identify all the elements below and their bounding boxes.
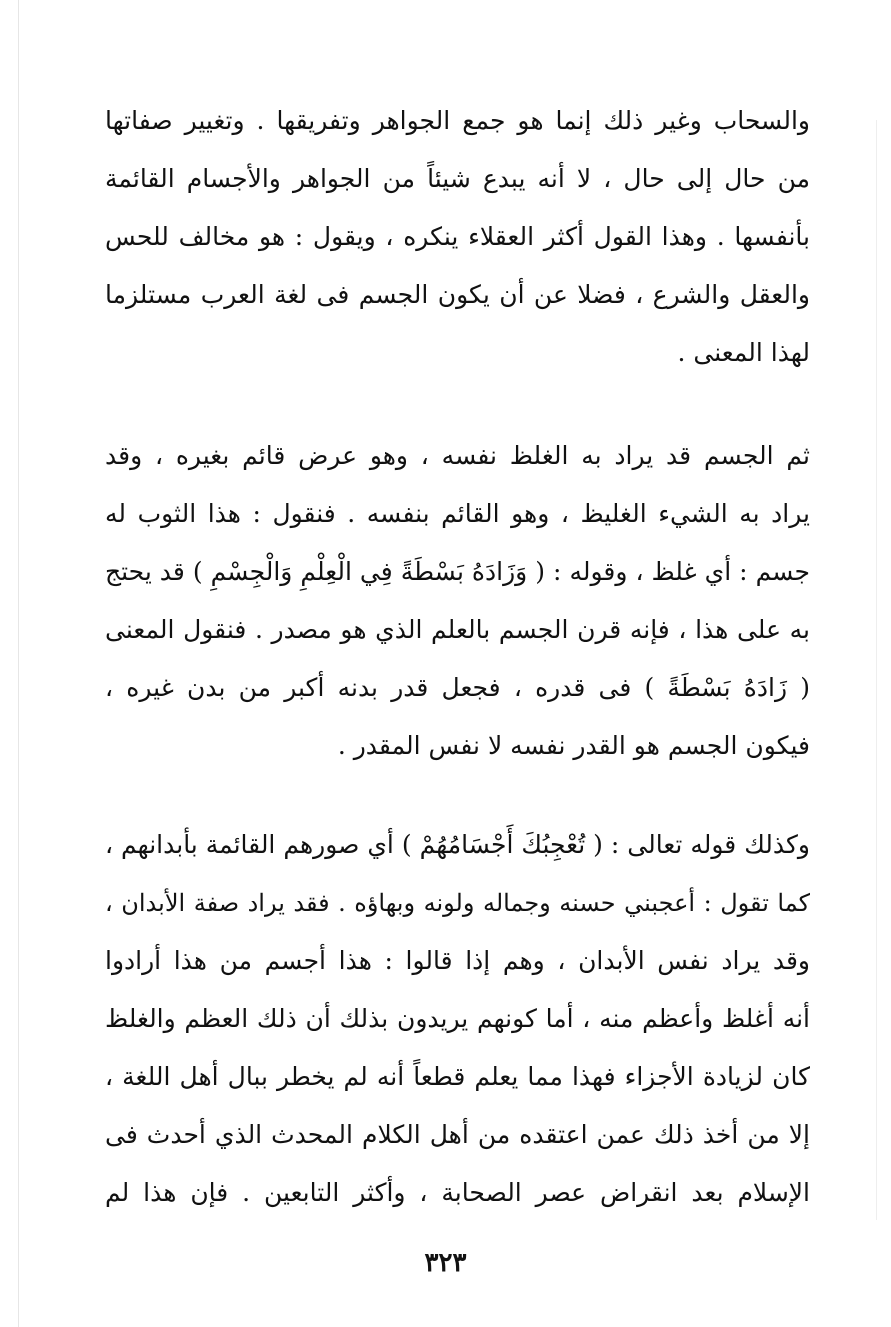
page-edge-left bbox=[18, 0, 19, 1327]
text-line: لهذا المعنى . bbox=[677, 338, 810, 367]
paragraph-1 bbox=[105, 92, 810, 382]
text-line: كما تقول : أعجبني حسنه وجماله ولونه وبهاؤه . فقد يراد صفة الأبدان ، bbox=[105, 889, 810, 917]
text-line: به على هذا ، فإنه قرن الجسم بالعلم الذي هو مصدر . فنقول المعنى bbox=[105, 615, 810, 644]
page-number: ٣٢٣ bbox=[424, 1248, 467, 1278]
text-line: وكذلك قوله تعالى : ( تُعْجِبُكَ أَجْسَامُهُمْ ) أي صورهم القائمة بأبدانهم ، bbox=[105, 830, 810, 859]
text-line: إلا من أخذ ذلك عمن اعتقده من أهل الكلام المحدث الذي أحدث فى bbox=[105, 1120, 810, 1149]
paragraph-2 bbox=[105, 427, 810, 775]
text-line: ثم الجسم قد يراد به الغلظ نفسه ، وهو عرض قائم بغيره ، وقد bbox=[105, 441, 810, 470]
text-line: من حال إلى حال ، لا أنه يبدع شيئاً من الجواهر والأجسام القائمة bbox=[105, 164, 810, 193]
page-edge-right bbox=[876, 120, 877, 1220]
text-line: الإسلام بعد انقراض عصر الصحابة ، وأكثر التابعين . فإن هذا لم bbox=[105, 1178, 810, 1207]
text-line: فيكون الجسم هو القدر نفسه لا نفس المقدر . bbox=[337, 731, 810, 760]
text-line: كان لزيادة الأجزاء فهذا مما يعلم قطعاً أنه لم يخطر ببال أهل اللغة ، bbox=[105, 1062, 810, 1091]
text-line: بأنفسها . وهذا القول أكثر العقلاء ينكره ، ويقول : هو مخالف للحس bbox=[105, 222, 810, 251]
text-line: أنه أغلظ وأعظم منه ، أما كونهم يريدون بذلك أن ذلك العظم والغلظ bbox=[105, 1004, 810, 1033]
text-line: والعقل والشرع ، فضلا عن أن يكون الجسم فى لغة العرب مستلزما bbox=[105, 280, 810, 309]
text-line: وقد يراد نفس الأبدان ، وهم إذا قالوا : هذا أجسم من هذا أرادوا bbox=[105, 946, 810, 975]
text-line: جسم : أي غلظ ، وقوله : ( وَزَادَهُ بَسْطَةً فِي الْعِلْمِ وَالْجِسْمِ ) قد يحتج bbox=[105, 557, 810, 586]
text-line: ( زَادَهُ بَسْطَةً ) فى قدره ، فجعل قدر بدنه أكبر من بدن غيره ، bbox=[105, 673, 810, 702]
text-line: والسحاب وغير ذلك إنما هو جمع الجواهر وتفريقها . وتغيير صفاتها bbox=[105, 106, 810, 135]
paragraph-3 bbox=[105, 816, 810, 1222]
text-line: يراد به الشيء الغليظ ، وهو القائم بنفسه . فنقول : هذا الثوب له bbox=[105, 499, 810, 528]
